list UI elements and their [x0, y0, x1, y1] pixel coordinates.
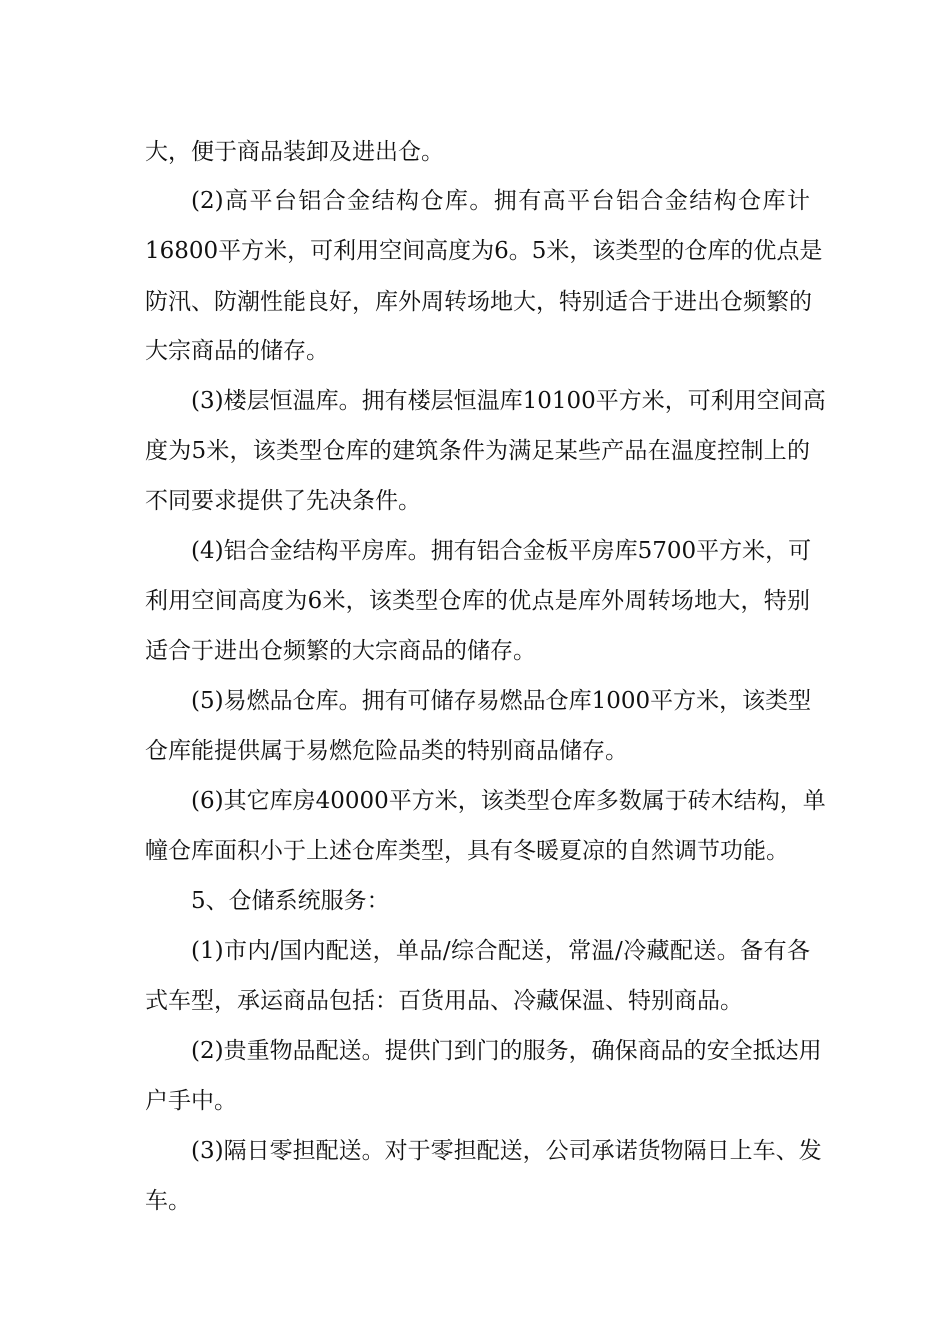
text-line: 户手中。	[145, 1088, 237, 1114]
text-line: 利用空间高度为6米，该类型仓库的优点是库外周转场地大，特别	[145, 588, 810, 614]
text-line: 大宗商品的储存。	[145, 338, 329, 364]
text-line: (5)易燃品仓库。拥有可储存易燃品仓库1000平方米，该类型	[191, 688, 812, 714]
text-line: 不同要求提供了先决条件。	[145, 488, 421, 514]
text-line: (2)贵重物品配送。提供门到门的服务，确保商品的安全抵达用	[191, 1038, 822, 1064]
section-heading: 5、仓储系统服务：	[191, 888, 390, 914]
text-line: 防汛、防潮性能良好，库外周转场地大，特别适合于进出仓频繁的	[145, 289, 812, 315]
text-line: 度为5米，该类型仓库的建筑条件为满足某些产品在温度控制上的	[145, 438, 810, 464]
text-line: (1)市内/国内配送，单品/综合配送，常温/冷藏配送。备有各	[191, 938, 810, 964]
text-line: (2)高平台铝合金结构仓库。拥有高平台铝合金结构仓库计	[191, 188, 810, 214]
text-line: (3)楼层恒温库。拥有楼层恒温库10100平方米，可利用空间高	[191, 388, 826, 414]
text-line: 幢仓库面积小于上述仓库类型，具有冬暖夏凉的自然调节功能。	[145, 838, 789, 864]
text-line: 车。	[145, 1188, 191, 1214]
text-line: 16800平方米，可利用空间高度为6。5米，该类型的仓库的优点是	[145, 238, 823, 264]
text-line: 大，便于商品装卸及进出仓。	[145, 139, 444, 165]
text-line: 式车型，承运商品包括：百货用品、冷藏保温、特别商品。	[145, 988, 743, 1014]
text-line: (6)其它库房40000平方米，该类型仓库多数属于砖木结构，单	[191, 788, 826, 814]
text-line: 仓库能提供属于易燃危险品类的特别商品储存。	[145, 738, 628, 764]
text-line: 适合于进出仓频繁的大宗商品的储存。	[145, 638, 536, 664]
text-line: (4)铝合金结构平房库。拥有铝合金板平房库5700平方米，可	[191, 538, 812, 564]
text-line: (3)隔日零担配送。对于零担配送，公司承诺货物隔日上车、发	[191, 1138, 822, 1164]
